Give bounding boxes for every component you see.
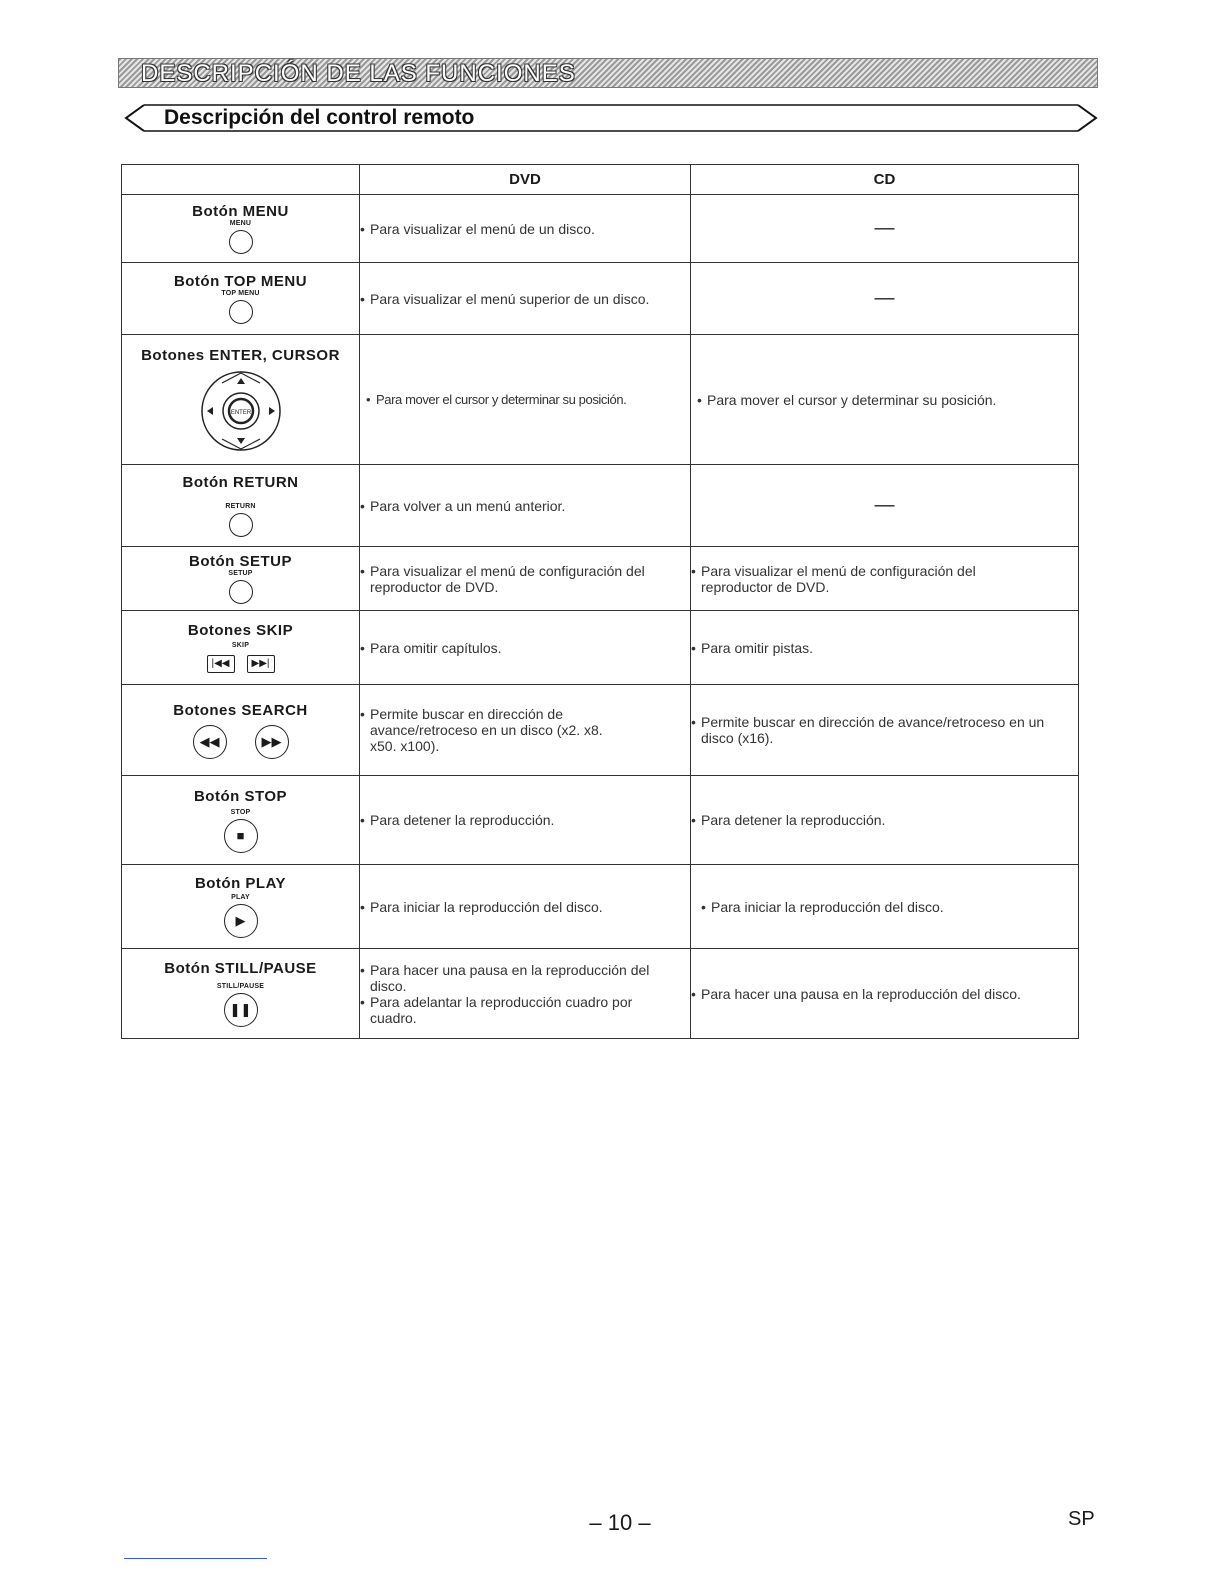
stop-button-icon: ■ (224, 819, 258, 853)
cd-cell: — (691, 195, 1079, 263)
button-cell (122, 776, 360, 865)
button-name: Botón PLAY (194, 875, 287, 892)
section-banner-title: DESCRIPCIÓN DE LAS FUNCIONES (141, 60, 576, 87)
button-cell (122, 611, 360, 685)
button-name: Botones SKIP (187, 622, 294, 639)
icon-label: STILL/PAUSE (216, 983, 265, 990)
dvd-desc: • Para adelantar la reproducción cuadro por cuadro. (360, 994, 670, 1026)
table-row (122, 547, 1079, 611)
section-banner (118, 58, 1098, 88)
cd-cell (691, 547, 1079, 611)
button-name: Botón MENU (192, 203, 289, 220)
dvd-desc: • Permite buscar en dirección de avance/retroceso en un disco (x2. x8. x50. x100). (360, 706, 610, 754)
header-cd: CD (691, 165, 1079, 195)
button-name: Botón SETUP (189, 553, 292, 570)
button-cell (122, 685, 360, 776)
setup-button-icon (229, 580, 253, 604)
dvd-desc: • Para iniciar la reproducción del disco. (360, 899, 690, 915)
skip-back-icon: |◀◀ (207, 655, 235, 673)
cd-desc: • Para detener la reproducción. (691, 812, 1078, 828)
search-rewind-icon: ◀◀ (193, 725, 227, 759)
dvd-cell (360, 776, 691, 865)
button-cell (122, 263, 360, 335)
dvd-cell (360, 865, 691, 949)
icon-label: SKIP (231, 642, 250, 649)
cd-desc: • Para visualizar el menú de configuración del reproductor de DVD. (691, 563, 1041, 595)
icon-label: STOP (230, 808, 251, 816)
icon-label: SETUP (228, 570, 253, 577)
cd-cell: — (691, 465, 1079, 547)
cd-cell: — (691, 263, 1079, 335)
dvd-cell (360, 685, 691, 776)
cd-desc: • Para omitir pistas. (691, 640, 1078, 656)
menu-button-icon (229, 230, 253, 254)
dvd-desc: • Para visualizar el menú de un disco. (360, 221, 690, 237)
table-row (122, 685, 1079, 776)
cd-desc: • Para hacer una pausa en la reproducción del disco. (691, 986, 1041, 1002)
button-cell (122, 865, 360, 949)
return-button-icon (229, 513, 253, 537)
button-cell (122, 335, 360, 465)
dvd-cell (360, 949, 691, 1039)
button-cell (122, 547, 360, 611)
dvd-desc: • Para visualizar el menú superior de un disco. (360, 291, 660, 307)
dvd-cell (360, 465, 691, 547)
page-number: – 10 – (589, 1510, 651, 1535)
remote-control-table (121, 164, 1079, 1039)
header-empty (122, 165, 360, 195)
top-menu-button-icon (229, 300, 253, 324)
table-row (122, 949, 1079, 1039)
dvd-cell (360, 611, 691, 685)
cd-cell (691, 865, 1079, 949)
dvd-desc: • Para visualizar el menú de configuración del reproductor de DVD. (360, 563, 670, 595)
icon-label: RETURN (225, 503, 256, 510)
subheader-title: Descripción del control remoto (164, 106, 475, 129)
button-cell (122, 949, 360, 1039)
enter-cursor-pad-icon (196, 366, 286, 456)
table-row (122, 263, 1079, 335)
button-name: Botón TOP MENU (173, 273, 308, 290)
dvd-desc: • Para hacer una pausa en la reproducción del disco. (360, 962, 680, 994)
button-name: Botón STOP (193, 787, 288, 805)
button-name: Botón RETURN (182, 474, 299, 491)
cd-cell (691, 685, 1079, 776)
table-row (122, 865, 1079, 949)
cd-cell (691, 335, 1079, 465)
dvd-desc: • Para mover el cursor y determinar su posición. (366, 392, 690, 408)
cd-desc: • Permite buscar en dirección de avance/retroceso en un disco (x16). (691, 714, 1071, 746)
button-name: Botón STILL/PAUSE (164, 960, 317, 977)
pause-button-icon: ❚❚ (224, 993, 258, 1027)
cd-cell (691, 611, 1079, 685)
enter-icon-label: ENTER (230, 410, 251, 416)
dvd-cell (360, 335, 691, 465)
icon-label: TOP MENU (221, 290, 260, 297)
table-row (122, 465, 1079, 547)
cd-desc: • Para iniciar la reproducción del disco. (701, 899, 1078, 915)
dvd-desc: • Para omitir capítulos. (360, 640, 690, 656)
dvd-desc: • Para volver a un menú anterior. (360, 498, 690, 514)
table-row (122, 611, 1079, 685)
cd-cell (691, 949, 1079, 1039)
button-name: Botones SEARCH (173, 701, 308, 719)
button-cell (122, 465, 360, 547)
dvd-cell (360, 263, 691, 335)
header-dvd: DVD (360, 165, 691, 195)
dvd-cell (360, 547, 691, 611)
table-row (122, 776, 1079, 865)
dvd-cell (360, 195, 691, 263)
table-row (122, 195, 1079, 263)
table-row (122, 335, 1079, 465)
footer-rule (124, 1558, 267, 1559)
language-code: SP (1068, 1508, 1095, 1530)
icon-label: PLAY (231, 894, 250, 901)
cd-desc: • Para mover el cursor y determinar su posición. (697, 392, 1078, 408)
skip-forward-icon: ▶▶| (247, 655, 275, 673)
search-forward-icon: ▶▶ (255, 725, 289, 759)
button-name: Botones ENTER, CURSOR (141, 347, 340, 364)
play-button-icon: ▶ (224, 904, 258, 938)
table-header-row (122, 165, 1079, 195)
button-cell (122, 195, 360, 263)
dvd-desc: • Para detener la reproducción. (360, 812, 690, 828)
cd-cell (691, 776, 1079, 865)
subheader (124, 100, 1098, 140)
icon-label: MENU (229, 220, 252, 227)
